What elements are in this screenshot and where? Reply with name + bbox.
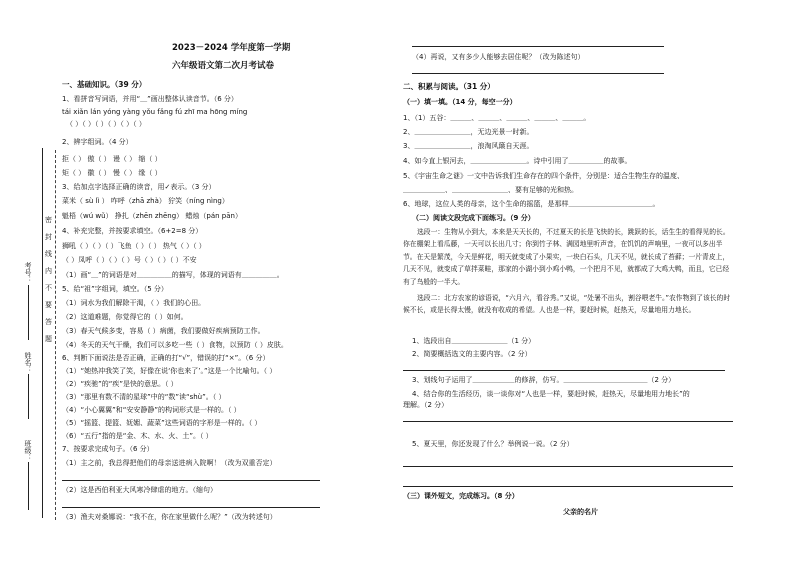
- q6-item-5: （5）“摇篮、提篮、妩媚、蔬菜”这些词语的字形是一样的。（ ）: [62, 419, 262, 427]
- binding-line: [42, 148, 43, 518]
- q5-prompt: 5、给“祖”字组词，填空。（5 分）: [62, 285, 168, 293]
- q1-brackets: （ ）（ ）（ ）（ ）（ ）（ ）: [66, 120, 146, 128]
- reading-q5: 5、夏天里，你还发现了什么？举例说一说。（2 分）: [412, 440, 574, 448]
- right-answer-line-top: [412, 46, 664, 47]
- q6-item-2: （2）“疾驰”的“疾”是快的意思。（ ）: [62, 380, 178, 388]
- fill-item-5: 5、《宇宙生命之谜》一文中告诉我们生命存在的四个条件，分别是：适合生物生存的温度、: [403, 172, 684, 180]
- section-2-heading: 二、积累与阅读。（31 分）: [403, 82, 495, 91]
- q5-item-2: （2）这道难题，你觉得它的（ ）如何。: [62, 313, 188, 321]
- q7-answer-line-1: [62, 480, 320, 481]
- reading-q3: 3、划线句子运用了＿＿＿＿＿＿的修辞，仿写。＿＿＿＿＿＿＿＿＿＿＿＿（2 分）: [412, 376, 676, 384]
- seal-text: 密封线内不要答题: [45, 216, 52, 343]
- q6-prompt: 6、判断下面说法是否正确，正确的打“√”，错误的打“×”。（6 分）: [62, 354, 270, 362]
- q5-item-4: （4）冬天的天气干燥，我们可以多吃一些（ ）食物，以预防（ ）皮肤。: [62, 341, 288, 349]
- reading-q2-line: [403, 370, 725, 371]
- fill-item-3: 3、＿＿＿＿＿＿＿＿，浪淘风簸自天涯。: [403, 142, 534, 150]
- label-class: 班级：: [24, 440, 32, 461]
- reading-q4-cont: 理解。（2 分）: [403, 401, 449, 409]
- part-2-heading: （二）阅读文段完成下面练习。（9 分）: [412, 214, 535, 222]
- class-blank: [28, 462, 29, 510]
- reading-passage-2: 选段二：北方农家的谚语说，“六月六，看谷秀。”又说，“处暑不出头，割谷喂老牛。”农作物到了该长的时候不长，或是长得太慢，就没有收成的希望。人也是一样，要赶时候，赶热天，尽量地用力地长。: [403, 294, 731, 315]
- q2-prompt: 2、辨字组词。（4 分）: [62, 138, 133, 146]
- q4-sub-1: （1）画“＿”的词语是对＿＿＿＿＿的描写，体现的词语有＿＿＿＿＿。: [62, 271, 284, 279]
- q7-item-3: （3）渔夫对桑娜说：“我不在，你在家里做什么呢？”（改为转述句）: [62, 513, 277, 521]
- seal-dashed-line: [55, 150, 56, 520]
- reading-passage-1: 选段一：生物从小到大，本来是天天长的，不过夏天的长是飞快的长，跳跃的长，话生生的看得见的长。你在棚架上看瓜藤，一天可以长出几寸；你到竹子林、满园地里听声音，在饥饥的声响里，一夜可以多出半节。在天是繁茂，今天是鲜花，明天就变成了小果实，一块白石头，几天不见，就长成了苔藓；一片青皮上，几天不见，就变成了草拌菜畦，那家的小湖小到小鸡小鸭，一个把月不见，就都成了大鸡大鸭，而且，它已经有了鸟般的一半大。: [403, 228, 730, 286]
- q4-row-2: （ ）凤呼（ ）（ ）（ ）号（ ）（ ）（ ）不安: [62, 256, 197, 264]
- reading-q5-line-2: [403, 486, 733, 487]
- q5-item-3: （3）春天气候多变，容易（ ）病菌，我们要做好疾病预防工作。: [62, 327, 265, 335]
- q7-item-4: （4）再说，又有多少人能够去居住呢？（改为陈述句）: [412, 53, 585, 61]
- q7-answer-line-2: [62, 507, 320, 508]
- exam-year-title: 2023－2024 学年度第一学期: [172, 43, 291, 53]
- exam-number-blank: [28, 285, 29, 340]
- q1-prompt: 1、看拼音写词语，并用“＿”画出整体认读音节。（6 分）: [62, 95, 238, 103]
- article-title: 父亲的名片: [563, 508, 598, 516]
- reading-q4-line-1: [403, 421, 733, 422]
- part-1-heading: （一）填一填。（14 分，每空一分）: [403, 98, 517, 106]
- label-name: 姓名：: [24, 352, 32, 373]
- q3-prompt: 3、给加点字选择正确的读音，用✓表示。（3 分）: [62, 183, 216, 191]
- fill-item-4: 4、如今直上银河去，＿＿＿＿＿＿＿＿。诗中引用了＿＿＿＿＿的故事。: [403, 157, 632, 165]
- q6-item-1: （1）“她热冲我笑了笑，好像在说‘你也来了’。”这是一个比喻句。（ ）: [62, 367, 277, 375]
- reading-q4: 4、结合你的生活经历，谈一谈你对“人也是一样，要赶时候，赶热天，尽量地用力地长”的: [412, 390, 690, 398]
- q6-item-6: （6）“五行”指的是“金、木、水、火、土”。（ ）: [62, 432, 213, 440]
- q3-row-2: 魁梧（wú wǔ） 挣扎（zhēn zhēng） 蜡烛（pán pān）: [62, 212, 242, 220]
- q7-item-1: （1）主之前，我总得把他们的母亲送进病入院啊！（改为双重否定）: [62, 459, 277, 467]
- exam-title: 六年级语文第二次月考试卷: [172, 61, 275, 71]
- reading-q2: 2、简要概括选文的主要内容。（2 分）: [412, 350, 532, 358]
- section-1-heading: 一、基础知识。（39 分）: [62, 80, 147, 89]
- part-3-heading: （三）课外短文，完成练习。（8 分）: [403, 492, 519, 500]
- q5-item-1: （1）词水为我们解除干渴，（ ）我们的心田。: [62, 299, 206, 307]
- q2-row-2: 矩（ ） 徽（ ） 慢（ ） 缘（ ）: [62, 169, 162, 177]
- q7-item-2: （2）这是西伯利亚大风寒冷肆虐的地方。（缩句）: [62, 486, 217, 494]
- fill-item-6: 6、地球，这位人类的母亲，这个生命的摇篮，是那样＿＿＿＿＿＿＿＿＿＿＿＿。: [403, 200, 660, 208]
- q1-pinyin: tái xiǎn lán yóng yàng yǒu fǎng fú zhī ma hōng míng: [62, 108, 248, 116]
- q3-row-1: 菜米（ sù lì ） 咋呼（zhā zhà） 狞笑（níng nìng）: [62, 197, 229, 205]
- reading-q1: 1、选段出自＿＿＿＿＿＿＿＿（1 分）: [412, 337, 536, 345]
- q4-prompt: 4、补充完整，并按要求填空。（6+2=8 分）: [62, 227, 203, 235]
- right-answer-line-2: [412, 73, 664, 74]
- q6-item-3: （3）“那里有数不清的星球”中的“数”读“shù”。（ ）: [62, 393, 226, 401]
- reading-q5-line-1: [403, 466, 733, 467]
- label-exam-number: 考号：: [24, 262, 32, 283]
- q2-row-1: 拒（ ） 傲（ ） 谩（ ） 缩（ ）: [62, 155, 162, 163]
- fill-item-2: 2、＿＿＿＿＿＿＿＿，无边光景一时新。: [403, 128, 534, 136]
- fill-item-5-cont: ＿＿＿＿＿＿、＿＿＿＿＿＿＿＿、要有足够的光和热。: [403, 186, 578, 194]
- q6-item-4: （4）“小心翼翼”和“安安静静”的构词形式是一样的。（ ）: [62, 406, 241, 414]
- q4-row-1: 狮吼（ ）（ ）（ ）飞鱼（ ）（ ） 热气（ ）（ ）: [62, 242, 206, 250]
- fill-item-1: 1、（1）五谷：＿＿＿、＿＿＿、＿＿＿、＿＿＿、＿＿＿。: [403, 114, 591, 122]
- q7-prompt: 7、按要求完成句子。（6 分）: [62, 445, 154, 453]
- name-blank: [28, 374, 29, 419]
